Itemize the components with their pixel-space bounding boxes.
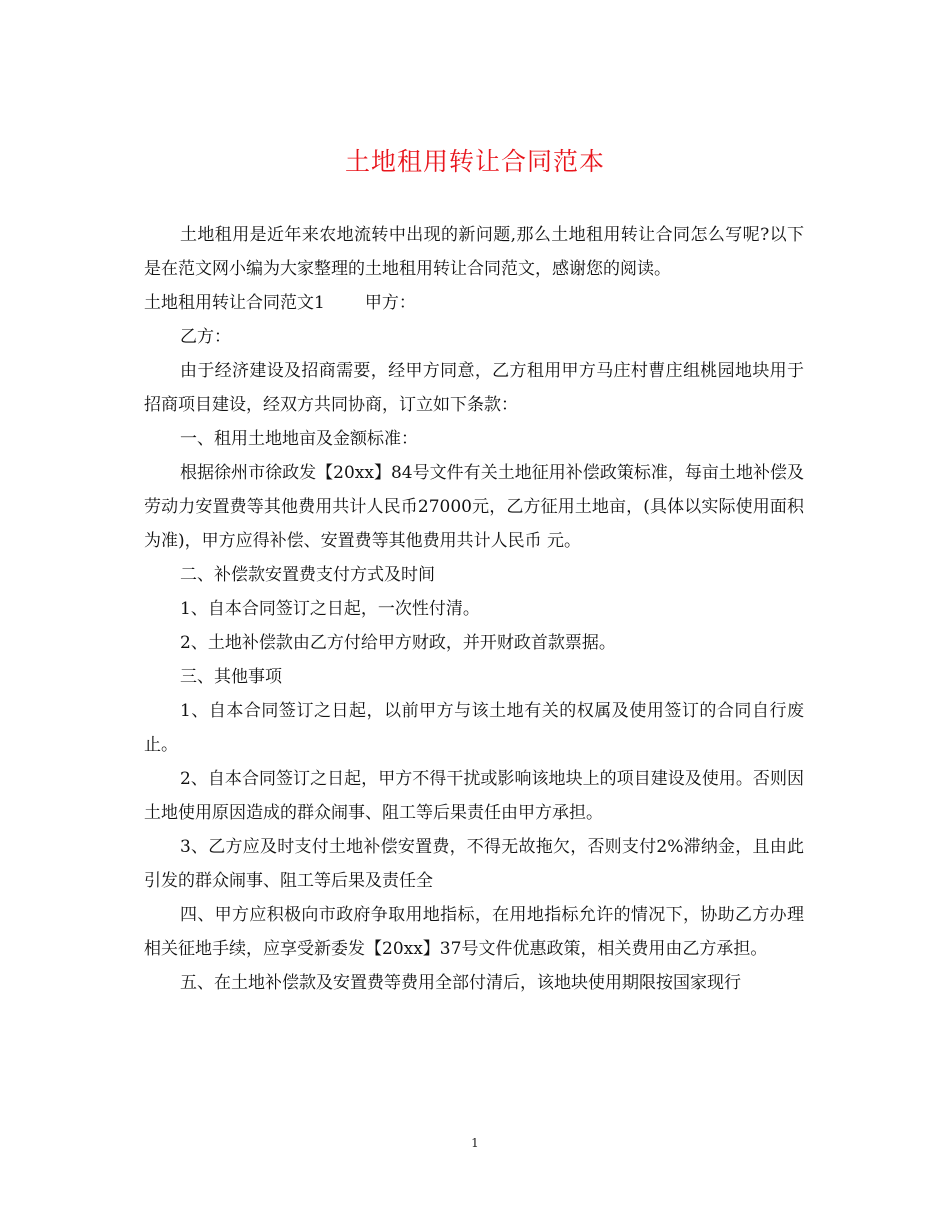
document-title: 土地租用转让合同范本 (344, 147, 605, 176)
paragraph: 2、自本合同签订之日起，甲方不得干扰或影响该地块上的项目建设及使用。否则因土地使用原因造成的群众闹事、阻工等后果责任由甲方承担。 (144, 769, 804, 823)
paragraph: 2、土地补偿款由乙方付给甲方财政，并开财政首款票据。 (180, 633, 616, 653)
paragraph: 根据徐州市徐政发【20xx】84号文件有关土地征用补偿政策标准，每亩土地补偿及劳动力安置费等其他费用共计人民币27000元，乙方征用土地亩，(具体以实际使用面积为准)，甲方应得补偿、安置费等其他费用共计人民币 元。 (144, 463, 804, 551)
paragraph: 3、乙方应及时支付土地补偿安置费，不得无故拖欠，否则支付2%滞纳金，且由此引发的群众闹事、阻工等后果及责任全 (144, 837, 804, 891)
clause-heading: 二、补偿款安置费支付方式及时间 (180, 565, 435, 585)
party-a-label: 甲方： (364, 293, 416, 313)
page-number: 1 (471, 1136, 479, 1150)
section-heading-line (144, 286, 804, 320)
clause-heading: 三、其他事项 (180, 667, 282, 687)
party-b-label: 乙方： (180, 327, 231, 347)
section-heading: 土地租用转让合同范文1 (144, 293, 325, 313)
paragraph: 四、甲方应积极向市政府争取用地指标，在用地指标允许的情况下，协助乙方办理相关征地手续，应享受新委发【20xx】37号文件优惠政策，相关费用由乙方承担。 (144, 905, 804, 959)
intro-paragraph: 土地租用是近年来农地流转中出现的新问题,那么土地租用转让合同怎么写呢?以下是在范文网小编为大家整理的土地租用转让合同范文，感谢您的阅读。 (144, 225, 804, 279)
document-body (144, 218, 804, 1000)
clause-heading: 一、租用土地地亩及金额标准： (180, 429, 418, 449)
paragraph: 五、在土地补偿款及安置费等费用全部付清后，该地块使用期限按国家现行 (180, 973, 741, 993)
paragraph: 1、自本合同签订之日起，以前甲方与该土地有关的权属及使用签订的合同自行废止。 (144, 701, 804, 755)
paragraph: 由于经济建设及招商需要，经甲方同意，乙方租用甲方马庄村曹庄组桃园地块用于招商项目建设，经双方共同协商，订立如下条款： (144, 361, 804, 415)
paragraph: 1、自本合同签订之日起，一次性付清。 (180, 599, 480, 619)
